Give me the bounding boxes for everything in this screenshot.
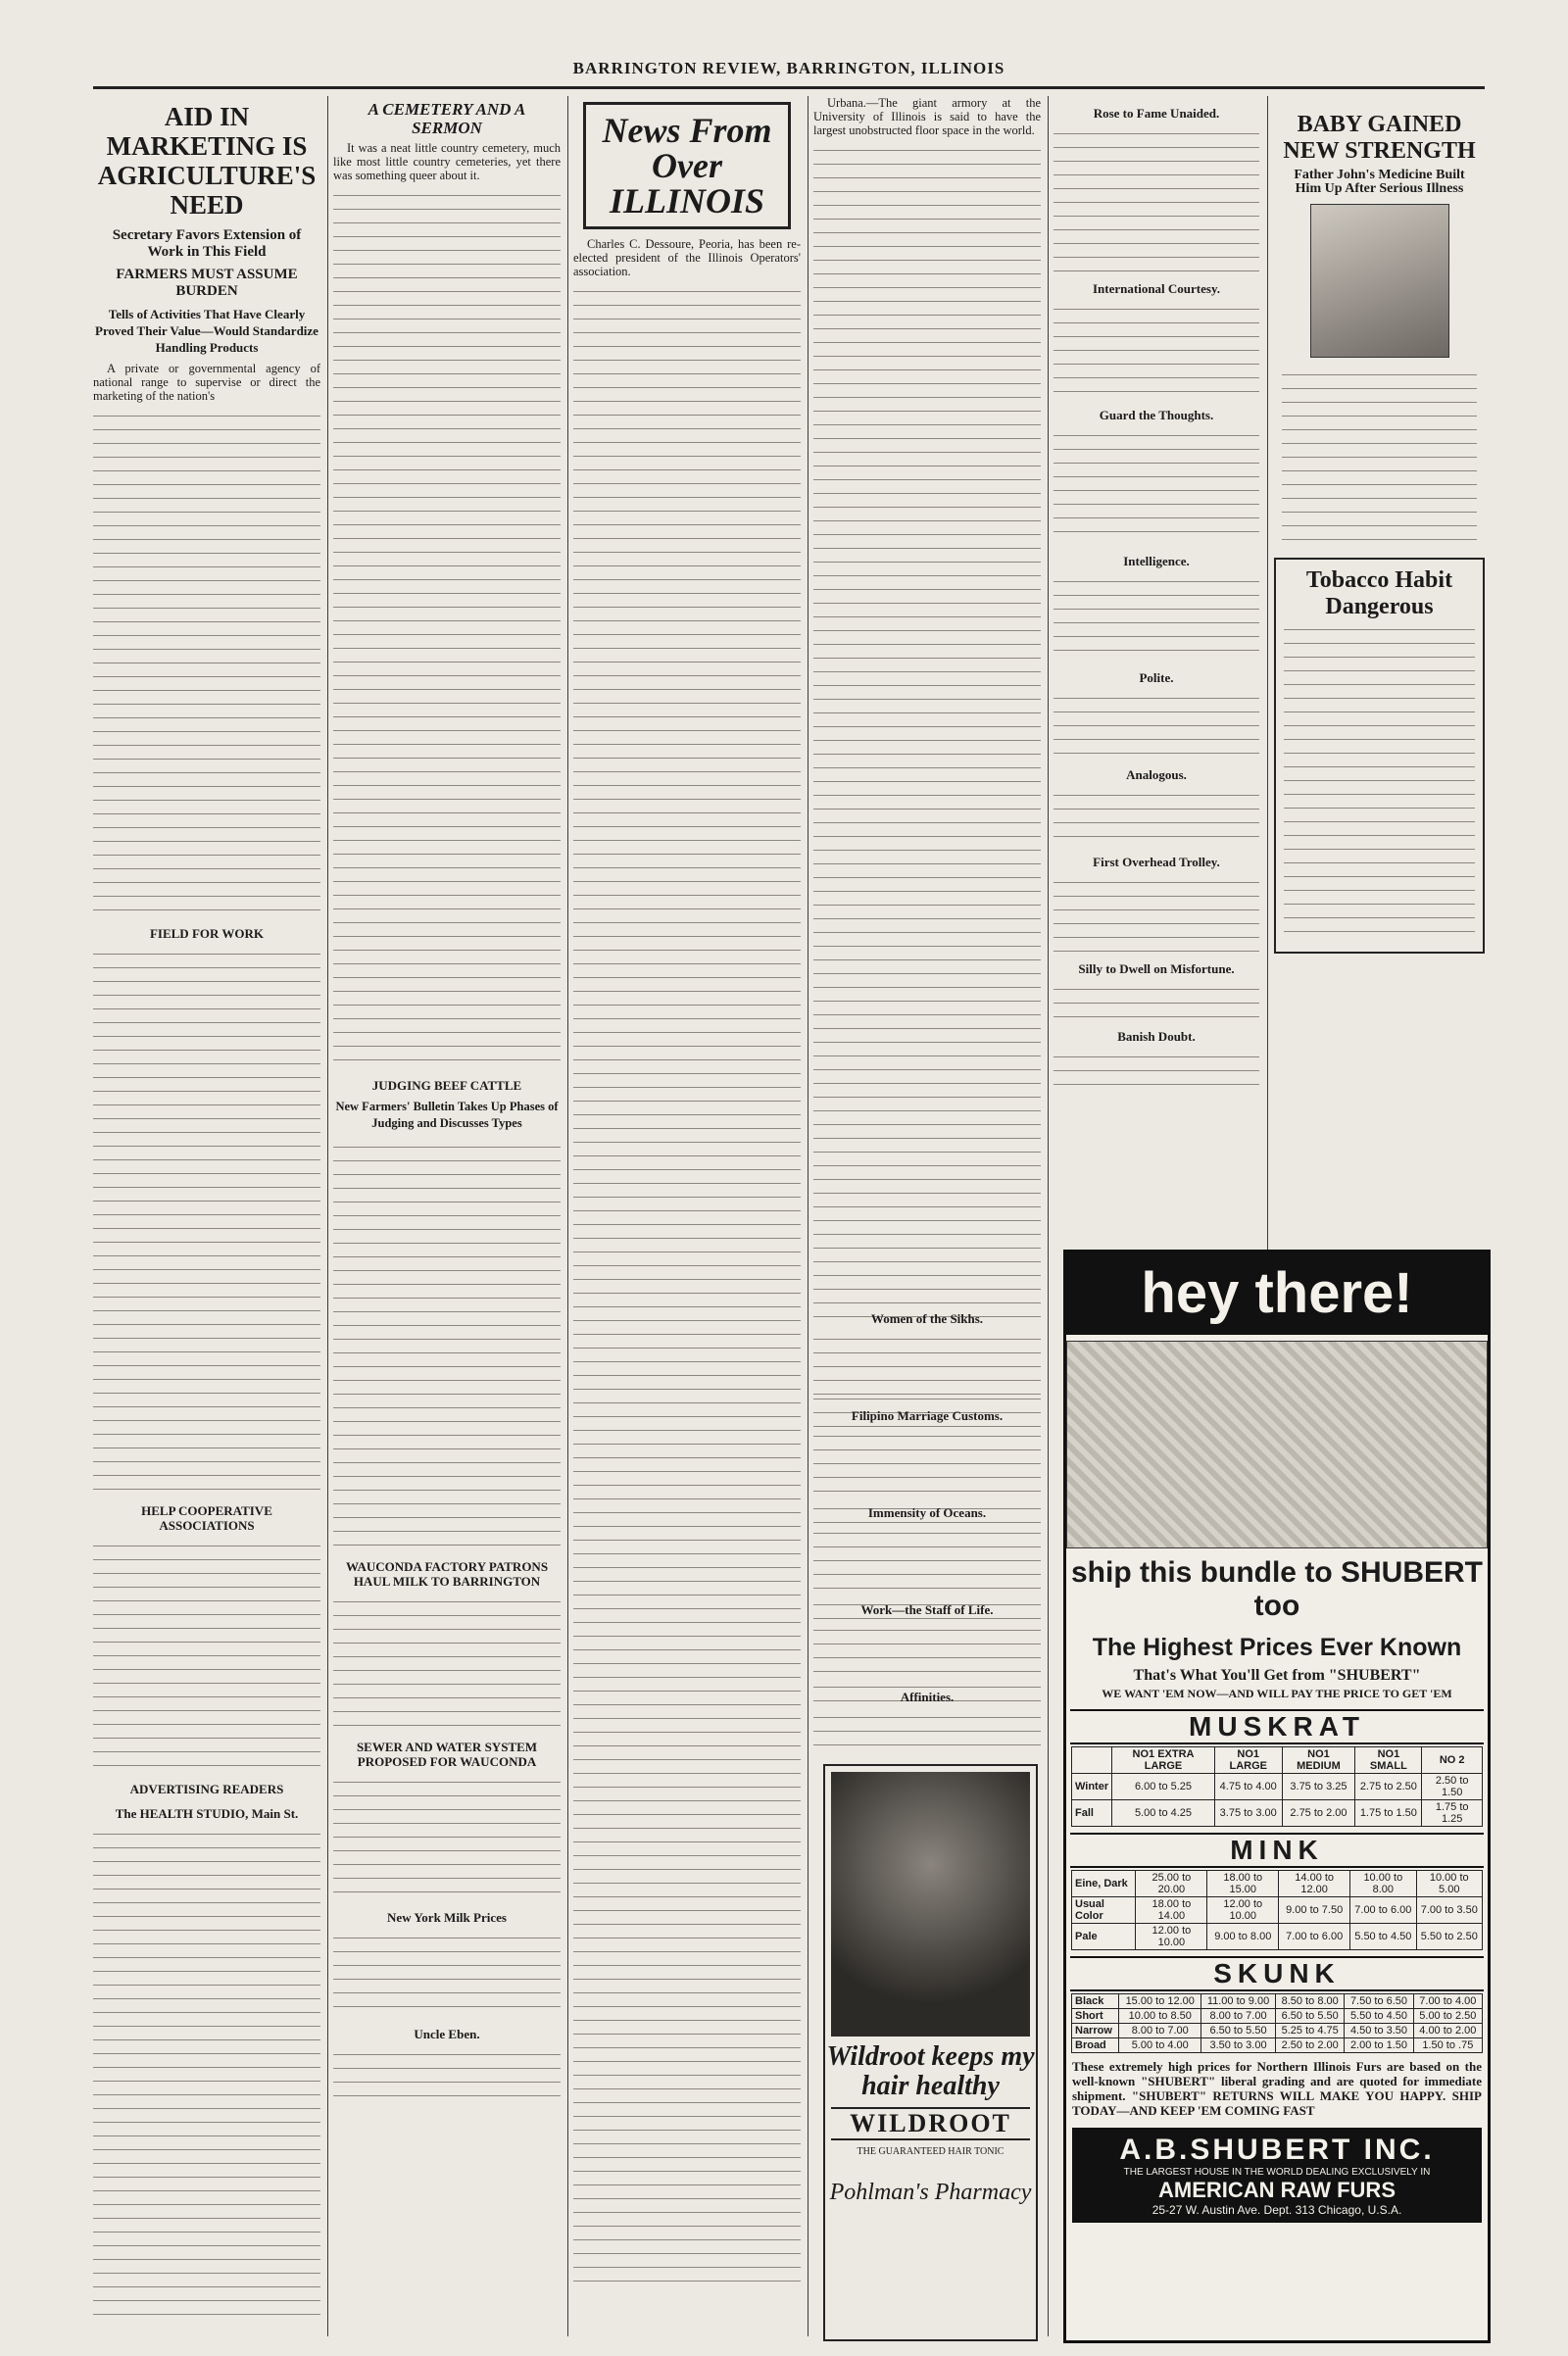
company-address: 25-27 W. Austin Ave. Dept. 313 Chicago, U.S.A.	[1152, 2203, 1402, 2217]
article-body-text	[813, 1708, 1041, 1748]
article-body-text	[93, 407, 320, 916]
fur-footer-text: These extremely high prices for Northern Illinois Furs are based on the well-known "SHUBERT" liberal grading and are quoted for immediate shipment. "SHUBERT" RETURNS WILL MAKE YOU HAPPY. SHIP TODAY—AND KEEP 'EM COMING FAST	[1072, 2059, 1482, 2118]
grade-header: NO 2	[1422, 1747, 1483, 1774]
grade-header: NO1 LARGE	[1214, 1747, 1282, 1774]
wildroot-brand: WILDROOT	[831, 2107, 1030, 2140]
company-sub: THE LARGEST HOUSE IN THE WORLD DEALING EXCLUSIVELY IN	[1123, 2167, 1431, 2178]
article-body-text	[333, 1929, 561, 2017]
article-body-text	[333, 186, 561, 1068]
skunk-title: SKUNK	[1070, 1956, 1484, 1991]
highest-prices: The Highest Prices Ever Known	[1092, 1634, 1462, 1661]
skunk-table	[1071, 1993, 1483, 2053]
price-cell: 3.75 to 3.25	[1282, 1774, 1355, 1800]
price-cell: 7.00 to 4.00	[1413, 1994, 1482, 2009]
price-cell: 4.50 to 3.50	[1345, 2024, 1413, 2038]
fur-tagline: That's What You'll Get from "SHUBERT"	[1133, 1667, 1421, 1684]
price-cell: 2.75 to 2.00	[1282, 1800, 1355, 1827]
row-label: Pale	[1072, 1924, 1136, 1950]
column-4-lower	[813, 1301, 1041, 1748]
article-body-text	[93, 1537, 320, 1772]
price-cell: 5.00 to 4.00	[1119, 2038, 1201, 2053]
article-body-text	[813, 1330, 1041, 1399]
section-affinities: Affinities.	[900, 1690, 955, 1704]
price-cell: 5.00 to 2.50	[1413, 2009, 1482, 2024]
article-body-text	[93, 945, 320, 1494]
column-2	[333, 96, 561, 2336]
article-body-text	[333, 1138, 561, 1549]
row-label: Broad	[1072, 2038, 1119, 2053]
muskrat-title: MUSKRAT	[1070, 1709, 1484, 1744]
section-health-studio: The HEALTH STUDIO, Main St.	[115, 1806, 299, 1821]
article-body-text	[1054, 786, 1259, 845]
section-sikhs: Women of the Sikhs.	[870, 1311, 984, 1326]
article-body-text	[573, 282, 801, 2291]
article-body-text	[1054, 980, 1259, 1019]
section-polite: Polite.	[1139, 670, 1174, 685]
article-body-text	[1054, 572, 1259, 661]
article-body-text	[813, 1427, 1041, 1496]
news-from-illinois-box: News From Over ILLINOIS	[583, 102, 791, 229]
price-cell: 6.50 to 5.50	[1276, 2009, 1345, 2024]
wildroot-ad	[823, 1764, 1038, 2341]
grade-header: NO1 SMALL	[1355, 1747, 1422, 1774]
price-cell: 7.00 to 6.00	[1279, 1924, 1350, 1950]
price-cell: 5.00 to 4.25	[1112, 1800, 1215, 1827]
price-cell: 18.00 to 14.00	[1136, 1897, 1207, 1924]
table-row	[1072, 1897, 1483, 1924]
column-6	[1274, 96, 1485, 1249]
wildroot-slogan: Wildroot keeps my hair healthy	[826, 2041, 1035, 2101]
ad-baby-gained: BABY GAINED NEW STRENGTH	[1283, 112, 1476, 164]
section-guard-thoughts: Guard the Thoughts.	[1099, 408, 1214, 422]
article-body-text	[333, 1593, 561, 1730]
headline-cemetery: A CEMETERY AND A SERMON	[368, 100, 526, 137]
price-cell: 5.50 to 4.50	[1345, 2009, 1413, 2024]
subhead-secretary: Secretary Favors Extension of Work in This Field	[112, 227, 302, 260]
article-body-text	[1054, 124, 1259, 271]
price-cell: 5.50 to 4.50	[1350, 1924, 1416, 1950]
price-cell: 2.50 to 1.50	[1422, 1774, 1483, 1800]
father-johns-ad	[1274, 104, 1485, 550]
article-body-text	[333, 2045, 561, 2104]
masthead: BARRINGTON REVIEW, BARRINGTON, ILLINOIS	[93, 59, 1485, 89]
section-oceans: Immensity of Oceans.	[867, 1505, 987, 1520]
price-cell: 8.50 to 8.00	[1276, 1994, 1345, 2009]
woman-hair-illustration	[831, 1772, 1030, 2037]
column-3	[573, 96, 801, 2336]
baby-photo	[1310, 204, 1449, 358]
deck-activities: Tells of Activities That Have Clearly Proved Their Value—Would Standardize Handling Products	[95, 307, 318, 355]
price-cell: 9.00 to 8.00	[1207, 1924, 1279, 1950]
section-rose-to-fame: Rose to Fame Unaided.	[1093, 106, 1220, 121]
section-analogous: Analogous.	[1126, 767, 1187, 782]
price-cell: 9.00 to 7.50	[1279, 1897, 1350, 1924]
article-body-text	[1054, 1048, 1259, 1087]
article-body-text	[1054, 300, 1259, 398]
table-row	[1072, 1774, 1483, 1800]
column-rule	[1048, 96, 1049, 2336]
price-cell: 8.00 to 7.00	[1119, 2024, 1201, 2038]
price-cell: 12.00 to 10.00	[1136, 1924, 1207, 1950]
mink-table	[1071, 1870, 1483, 1950]
section-field-for-work: FIELD FOR WORK	[149, 926, 265, 941]
row-label: Black	[1072, 1994, 1119, 2009]
price-cell: 2.75 to 2.50	[1355, 1774, 1422, 1800]
price-cell: 25.00 to 20.00	[1136, 1871, 1207, 1897]
article-body-text	[1054, 689, 1259, 758]
article-body-text	[813, 1621, 1041, 1680]
pohlmans-pharmacy: Pohlman's Pharmacy	[829, 2180, 1032, 2205]
headline-marketing: AID IN MARKETING IS AGRICULTURE'S NEED	[97, 102, 317, 220]
section-wauconda-milk: WAUCONDA FACTORY PATRONS HAUL MILK TO BARRINGTON	[345, 1559, 549, 1589]
section-staff-of-life: Work—the Staff of Life.	[860, 1602, 994, 1617]
price-cell: 12.00 to 10.00	[1207, 1897, 1279, 1924]
fur-want: WE WANT 'EM NOW—AND WILL PAY THE PRICE TO GET 'EM	[1102, 1687, 1452, 1700]
price-cell: 7.00 to 6.00	[1350, 1897, 1416, 1924]
price-cell: 5.50 to 2.50	[1416, 1924, 1482, 1950]
section-intelligence: Intelligence.	[1123, 554, 1190, 568]
wildroot-tagline: THE GUARANTEED HAIR TONIC	[857, 2146, 1004, 2157]
table-row	[1072, 2038, 1483, 2053]
hey-there-banner: hey there!	[1066, 1252, 1488, 1335]
section-banish-doubt: Banish Doubt.	[1117, 1029, 1196, 1044]
price-cell: 10.00 to 5.00	[1416, 1871, 1482, 1897]
row-label: Eine, Dark	[1072, 1871, 1136, 1897]
section-sewer-water: SEWER AND WATER SYSTEM PROPOSED FOR WAUCONDA	[356, 1740, 538, 1769]
price-cell: 15.00 to 12.00	[1119, 1994, 1201, 2009]
tobacco-habit-ad	[1274, 558, 1485, 954]
article-paragraph: Urbana.—The giant armory at the University of Illinois is said to have the largest unobstructed floor space in the world.	[813, 96, 1041, 137]
price-cell: 4.00 to 2.00	[1413, 2024, 1482, 2038]
table-row	[1072, 1871, 1483, 1897]
ad-body-text	[1284, 620, 1475, 944]
row-label: Usual Color	[1072, 1897, 1136, 1924]
section-judging-beef: JUDGING BEEF CATTLE	[371, 1078, 522, 1093]
subhead-farmers: FARMERS MUST ASSUME BURDEN	[116, 267, 298, 299]
company-line: AMERICAN RAW FURS	[1158, 2178, 1396, 2202]
price-cell: 14.00 to 12.00	[1279, 1871, 1350, 1897]
table-row	[1072, 1924, 1483, 1950]
article-paragraph: It was a neat little country cemetery, much like most little country cemeteries, yet there was something queer about it.	[333, 141, 561, 182]
table-row	[1072, 1800, 1483, 1827]
table-header-row	[1072, 1747, 1483, 1774]
article-body-text	[813, 1524, 1041, 1593]
price-cell: 3.50 to 3.00	[1201, 2038, 1276, 2053]
ship-bundle-headline: ship this bundle to SHUBERT too	[1071, 1556, 1483, 1622]
column-5	[1054, 96, 1259, 1249]
table-row	[1072, 1994, 1483, 2009]
article-paragraph: A private or governmental agency of national range to supervise or direct the marketing of the nation's	[93, 362, 320, 403]
grade-header: NO1 MEDIUM	[1282, 1747, 1355, 1774]
section-courtesy: International Courtesy.	[1093, 281, 1220, 296]
section-silly: Silly to Dwell on Misfortune.	[1078, 961, 1235, 976]
price-cell: 1.50 to .75	[1413, 2038, 1482, 2053]
article-body-text	[333, 1773, 561, 1900]
article-body-text	[93, 1825, 320, 2315]
muskrat-table	[1071, 1746, 1483, 1827]
column-rule	[327, 96, 328, 2336]
grade-header: NO1 EXTRA LARGE	[1112, 1747, 1215, 1774]
ad-tobacco-title: Tobacco Habit Dangerous	[1305, 567, 1453, 619]
table-row	[1072, 2024, 1483, 2038]
price-cell: 18.00 to 15.00	[1207, 1871, 1279, 1897]
car-illustration	[1066, 1341, 1488, 1548]
section-milk-prices: New York Milk Prices	[387, 1910, 507, 1925]
mink-title: MINK	[1070, 1833, 1484, 1868]
price-cell: 7.50 to 6.50	[1345, 1994, 1413, 2009]
row-label: Fall	[1072, 1800, 1112, 1827]
price-cell: 10.00 to 8.00	[1350, 1871, 1416, 1897]
shubert-fur-ad	[1063, 1250, 1491, 2343]
company-name: A.B.SHUBERT INC.	[1119, 2134, 1435, 2166]
section-uncle-eben: Uncle Eben.	[414, 2027, 480, 2041]
price-cell: 4.75 to 4.00	[1214, 1774, 1282, 1800]
column-rule	[567, 96, 568, 2336]
column-1	[93, 96, 320, 2336]
price-cell: 6.00 to 5.25	[1112, 1774, 1215, 1800]
price-cell: 1.75 to 1.50	[1355, 1800, 1422, 1827]
row-label: Winter	[1072, 1774, 1112, 1800]
price-cell: 11.00 to 9.00	[1201, 1994, 1276, 2009]
article-body-text	[1054, 873, 1259, 952]
price-cell: 7.00 to 3.50	[1416, 1897, 1482, 1924]
article-body-text	[1054, 426, 1259, 544]
section-cooperative: HELP COOPERATIVE ASSOCIATIONS	[141, 1503, 272, 1533]
ad-father-johns-sub: Father John's Medicine Built Him Up After Serious Illness	[1294, 168, 1465, 196]
deck-beef: New Farmers' Bulletin Takes Up Phases of Judging and Discusses Types	[335, 1100, 559, 1130]
price-cell: 1.75 to 1.25	[1422, 1800, 1483, 1827]
price-cell: 2.00 to 1.50	[1345, 2038, 1413, 2053]
price-cell: 10.00 to 8.50	[1119, 2009, 1201, 2024]
price-cell: 5.25 to 4.75	[1276, 2024, 1345, 2038]
price-cell: 6.50 to 5.50	[1201, 2024, 1276, 2038]
section-advertising-readers: ADVERTISING READERS	[129, 1782, 284, 1796]
price-cell: 3.75 to 3.00	[1214, 1800, 1282, 1827]
price-cell: 2.50 to 2.00	[1276, 2038, 1345, 2053]
section-trolley: First Overhead Trolley.	[1093, 855, 1220, 869]
row-label: Short	[1072, 2009, 1119, 2024]
price-cell: 8.00 to 7.00	[1201, 2009, 1276, 2024]
ad-body-text	[1282, 366, 1477, 542]
shubert-company-box	[1072, 2128, 1482, 2223]
article-paragraph: Charles C. Dessoure, Peoria, has been re-elected president of the Illinois Operators' association.	[573, 237, 801, 278]
section-filipino: Filipino Marriage Customs.	[851, 1408, 1004, 1423]
row-label: Narrow	[1072, 2024, 1119, 2038]
table-row	[1072, 2009, 1483, 2024]
